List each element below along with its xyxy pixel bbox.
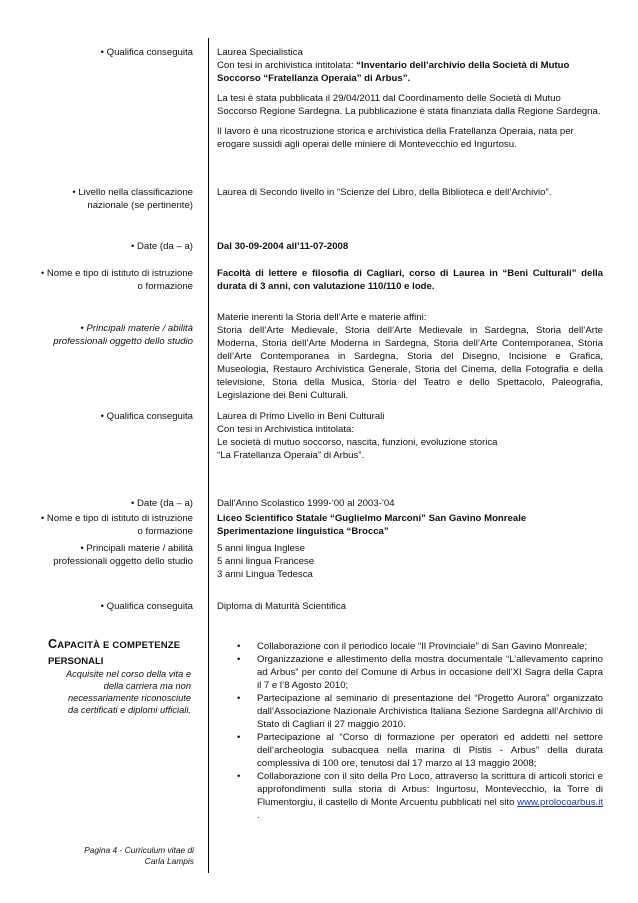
- list-item: • Partecipazione al “Corso di formazione per operatori ed addetti nel settore dell’archeologia subacquea nella marina di Pistis - Arbus” della durata complessiva di 100 ore, tenutosi dal 17 marzo al 13 maggio 2008;: [217, 731, 603, 770]
- value-materie-3: 5 anni lingua Inglese 5 anni lingua Francese 3 anni Lingua Tedesca: [217, 543, 315, 580]
- value-materie-2: Materie inerenti la Storia dell’Arte e materie affini: Storia dell’Arte Medievale, Storia dell’Arte Medievale in Sardegna, Storia dell’Arte Moderna, Storia dell’Arte Moderna in Sardegna, Storia dell’Arte Contemporanea, Storia dell’Arte Contemporanea in Sardegna, Storia del Disegno, Incisione e Grafica, Museologia, Restauro Archivistica Generale, Storia del Cinema, della Fotografia e della televisione, Storia della Musica, Storia del Teatro e dello Spettacolo, Paleografia, Legislazione dei Beni Culturali.: [217, 312, 603, 401]
- capacita-list: [217, 640, 603, 822]
- column-divider: [208, 38, 209, 873]
- list-item: • Collaborazione con il periodico locale “Il Provinciale” di San Gavino Monreale;: [217, 640, 603, 653]
- tesi-line: Con tesi in archivistica intitolata: “Inventario dell’archivio della Società di Mutuo Soccorso “Fratellanza Operaia” di Arbus”.: [217, 60, 570, 84]
- label-materie-2: • Principali materie / abilità professionali oggetto dello studio: [53, 323, 193, 347]
- list-item: • Partecipazione al seminario di presentazione del “Progetto Aurora” organizzato dall’Associazione Nazionale Archivistica Italiana Sezione Sardegna all’Archivio di Stato di Cagliari il 27 maggio 2010.: [217, 692, 603, 731]
- lavoro-text: Il lavoro è una ricostruzione storica e archivistica della Fratellanza Operaia, nata per erogare sussidi agli operai delle miniere di Montevecchio ed Ingurtosu.: [217, 126, 574, 150]
- label-qualifica-2: • Qualifica conseguita: [100, 411, 193, 422]
- proloco-link[interactable]: www.prolocoarbus.it: [517, 797, 603, 808]
- section-title-personali: PERSONALI: [48, 656, 104, 667]
- label-livello: • Livello nella classificazione nazionale (se pertinente): [72, 187, 193, 211]
- value-date-3: Dall’Anno Scolastico 1999-’00 al 2003-’04: [217, 498, 395, 509]
- value-livello: Laurea di Secondo livello in “Scienze del Libro, della Biblioteca e dell’Archivio”.: [217, 187, 552, 198]
- section-subtitle: Acquisite nel corso della vita e della carriera ma non necessariamente riconosciute da certificati e diplomi ufficiali.: [65, 669, 191, 715]
- list-item: • Collaborazione con il sito della Pro Loco, attraverso la scrittura di articoli storici e approfondimenti sulla storia di Arbus: Ingurtosu, Montevecchio, la Torre di Flumentorgiu, il castello di Monte Arcuentu pubblicati nel sito www.prolocoarbus.it .: [217, 770, 603, 822]
- value-istituto-3: Liceo Scientifico Statale “Guglielmo Marconi” San Gavino Monreale Sperimentazione linguistica “Brocca”: [217, 513, 527, 537]
- list-item: • Organizzazione e allestimento della mostra documentale “L’allevamento caprino ad Arbus” per conto del Comune di Arbus in occasione dell’XI Sagra della Capra il 7 e l’8 Agosto 2010;: [217, 653, 603, 692]
- value-qualifica-3: Diploma di Maturità Scientifica: [217, 601, 347, 612]
- label-date-3: • Date (da – a): [130, 498, 193, 509]
- value-date-2: Dal 30-09-2004 all’11-07-2008: [217, 241, 349, 252]
- label-istituto-3: • Nome e tipo di istituto di istruzione o formazione: [40, 513, 193, 537]
- section-title-capacita: CAPACITÀ E COMPETENZE: [48, 637, 181, 651]
- value-qualifica-2: Laurea di Primo Livello in Beni Culturali Con tesi in Archivistica intitolata: Le società di mutuo soccorso, nascita, funzioni, evoluzione storica “La Fratellanza Operaia” di Arbus”.: [217, 411, 498, 461]
- label-materie-3: • Principali materie / abilità professionali oggetto dello studio: [53, 543, 193, 567]
- label-qualifica-1: • Qualifica conseguita: [100, 47, 193, 58]
- label-date-2: • Date (da – a): [130, 241, 193, 252]
- label-istituto-2: • Nome e tipo di istituto di istruzione o formazione: [40, 268, 193, 292]
- label-qualifica-3: • Qualifica conseguita: [100, 601, 193, 612]
- value-istituto-2: Facoltà di lettere e filosofia di Cagliari, corso di Laurea in “Beni Culturali” della durata di 3 anni, con valutazione 110/110 e lode.: [217, 268, 603, 292]
- laurea-title: Laurea Specialistica: [217, 47, 303, 58]
- value-qualifica-1: [217, 46, 603, 151]
- page-footer: Pagina 4 - Curriculum vitae di Carla Lampis: [84, 845, 194, 866]
- pubblicazione-text: La tesi è stata pubblicata il 29/04/2011 dal Coordinamento delle Società di Mutuo Soccorso Regione Sardegna. La pubblicazione è stata finanziata dalla Regione Sardegna.: [217, 93, 601, 117]
